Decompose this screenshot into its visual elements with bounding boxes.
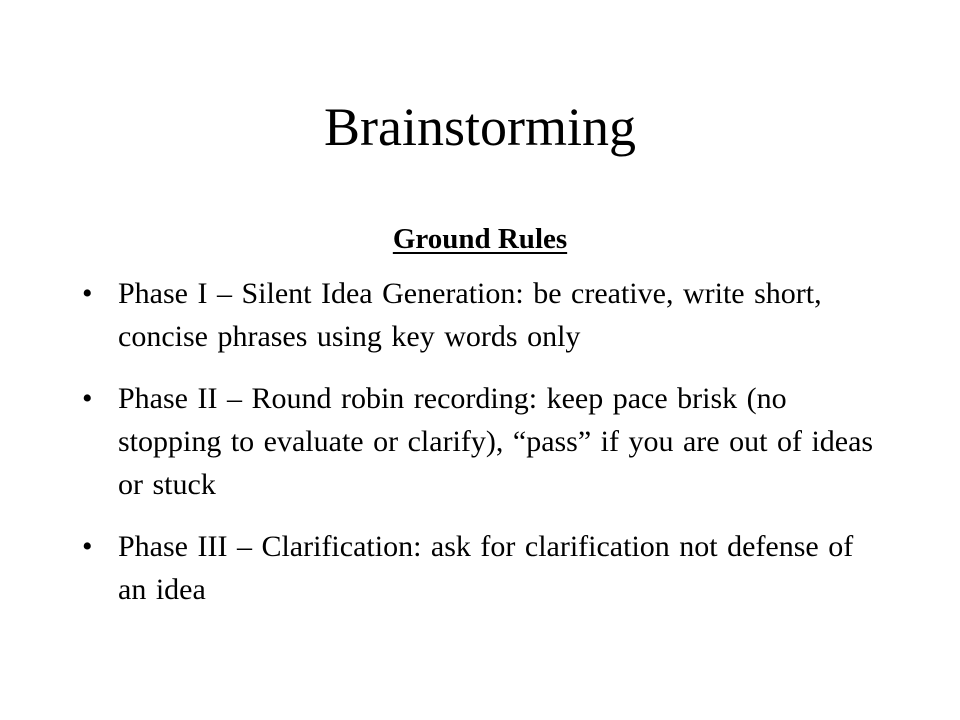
bullet-item-phase-3 [82,525,882,611]
bullet-list [82,272,882,630]
bullet-point-icon: • [82,530,93,563]
bullet-text: Phase I – Silent Idea Generation: be creative, write short, concise phrases using key words only [118,277,822,353]
bullet-point-icon: • [82,277,93,310]
slide-title: Brainstorming [324,97,636,157]
slide-subtitle: Ground Rules [392,223,568,255]
bullet-item-phase-1 [82,272,882,358]
bullet-point-icon: • [82,382,93,415]
bullet-text: Phase II – Round robin recording: keep pace brisk (no stopping to evaluate or clarify), “pass” if you are out of ideas or stuck [118,382,874,501]
bullet-text: Phase III – Clarification: ask for clarification not defense of an idea [118,530,854,606]
bullet-item-phase-2 [82,377,882,506]
